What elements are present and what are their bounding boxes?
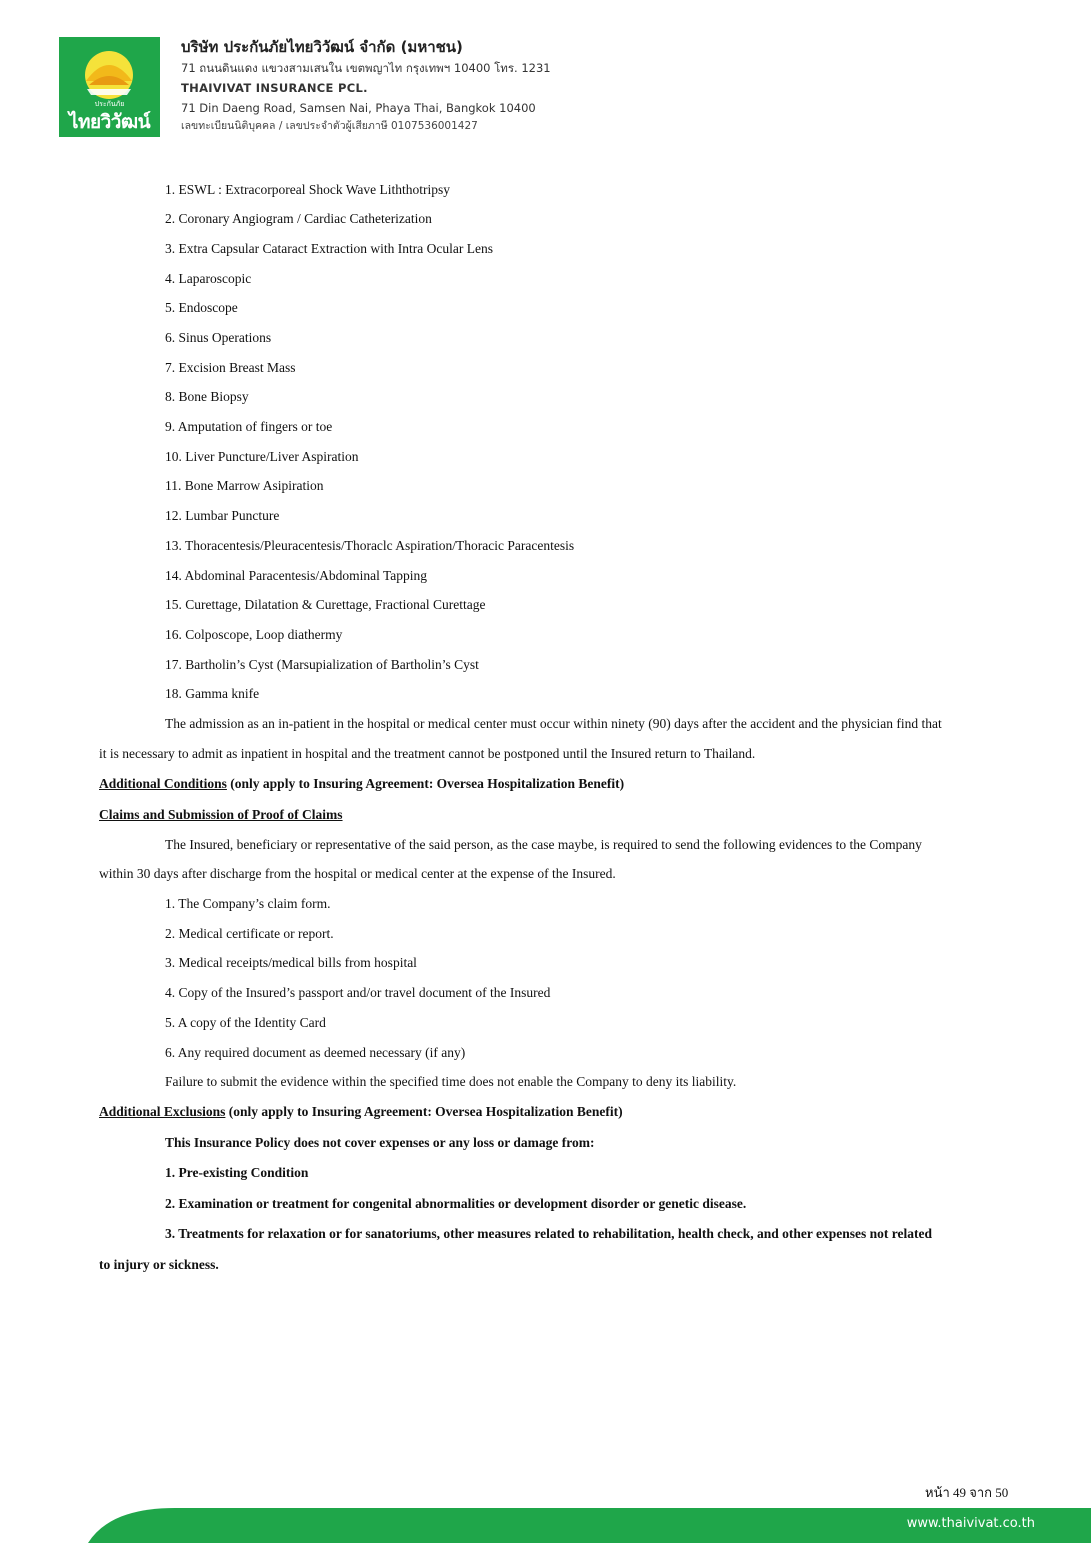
company-registration: เลขทะเบียนนิติบุคคล / เลขประจำตัวผู้เสียภาษี 0107536001427 xyxy=(181,120,478,132)
exclusion-item: 3. Treatments for relaxation or for sanatoriums, other measures related to rehabilitation, health check, and other expenses not related xyxy=(165,1226,932,1241)
additional-exclusions-heading xyxy=(99,1103,623,1121)
exclusion-item: 1. Pre-existing Condition xyxy=(165,1165,309,1180)
logo-wordmark: ไทยวิวัฒน์ xyxy=(68,111,151,133)
exclusions-intro: This Insurance Policy does not cover expenses or any loss or damage from: xyxy=(165,1135,595,1150)
exclusion-item: 2. Examination or treatment for congenital abnormalities or development disorder or genetic disease. xyxy=(165,1196,747,1211)
letterhead xyxy=(59,37,619,139)
procedure-item: 3. Extra Capsular Cataract Extraction with Intra Ocular Lens xyxy=(165,241,494,256)
claim-document-item: 5. A copy of the Identity Card xyxy=(165,1015,326,1030)
admission-paragraph-line: The admission as an in-patient in the hospital or medical center must occur within ninety (90) days after the accident and the physician find that xyxy=(165,716,942,731)
claim-document-item: 2. Medical certificate or report. xyxy=(165,926,334,941)
admission-paragraph-line: it is necessary to admit as inpatient in hospital and the treatment cannot be postponed until the Insured return to Thailand. xyxy=(99,746,756,761)
procedure-item: 12. Lumbar Puncture xyxy=(165,508,280,523)
procedure-item: 8. Bone Biopsy xyxy=(165,389,249,404)
website-link[interactable]: www.thaivivat.co.th xyxy=(906,1516,1035,1531)
procedure-item: 17. Bartholin’s Cyst (Marsupialization of Bartholin’s Cyst xyxy=(165,657,479,672)
procedure-item: 15. Curettage, Dilatation & Curettage, Fractional Curettage xyxy=(165,597,486,612)
claim-document-item: 6. Any required document as deemed necessary (if any) xyxy=(165,1045,466,1060)
procedure-item: 16. Colposcope, Loop diathermy xyxy=(165,627,343,642)
claim-document-item: 3. Medical receipts/medical bills from hospital xyxy=(165,955,417,970)
procedure-item: 13. Thoracentesis/Pleuracentesis/Thoraclc Aspiration/Thoracic Paracentesis xyxy=(165,538,575,553)
company-name-english: THAIVIVAT INSURANCE PCL. xyxy=(181,81,368,95)
heading-qualifier: (only apply to Insuring Agreement: Oversea Hospitalization Benefit) xyxy=(226,776,625,791)
heading-qualifier: (only apply to Insuring Agreement: Oversea Hospitalization Benefit) xyxy=(225,1104,623,1119)
procedure-item: 14. Abdominal Paracentesis/Abdominal Tapping xyxy=(165,568,428,583)
company-name-thai: บริษัท ประกันภัยไทยวิวัฒน์ จำกัด (มหาชน) xyxy=(181,38,463,56)
company-info xyxy=(181,37,551,135)
claims-paragraph-line: within 30 days after discharge from the hospital or medical center at the expense of the Insured. xyxy=(99,866,616,881)
procedure-item: 11. Bone Marrow Asipiration xyxy=(165,478,324,493)
company-address-thai: 71 ถนนดินแดง แขวงสามเสนใน เขตพญาไท กรุงเทพฯ 10400 โทร. 1231 xyxy=(181,61,551,75)
logo-tagline: ประกันภัย xyxy=(94,100,125,108)
heading-underlined-part: Additional Conditions xyxy=(99,776,227,791)
procedure-item: 9. Amputation of fingers or toe xyxy=(165,419,333,434)
additional-conditions-heading xyxy=(99,775,624,793)
claims-paragraph-line: The Insured, beneficiary or representative of the said person, as the case maybe, is required to send the following evidences to the Company xyxy=(165,837,922,852)
procedure-item: 6. Sinus Operations xyxy=(165,330,272,345)
procedure-item: 7. Excision Breast Mass xyxy=(165,360,296,375)
claims-failure-note: Failure to submit the evidence within the specified time does not enable the Company to deny its liability. xyxy=(165,1074,737,1089)
procedure-item: 4. Laparoscopic xyxy=(165,271,252,286)
claim-document-item: 4. Copy of the Insured’s passport and/or travel document of the Insured xyxy=(165,985,551,1000)
claims-heading: Claims and Submission of Proof of Claims xyxy=(99,807,343,822)
company-logo xyxy=(59,37,160,137)
heading-underlined-part: Additional Exclusions xyxy=(99,1104,226,1119)
exclusion-item-continuation: to injury or sickness. xyxy=(99,1257,219,1272)
procedure-item: 18. Gamma knife xyxy=(165,686,260,701)
company-address-english: 71 Din Daeng Road, Samsen Nai, Phaya Thai, Bangkok 10400 xyxy=(181,101,536,115)
claim-document-item: 1. The Company’s claim form. xyxy=(165,896,331,911)
procedure-item: 10. Liver Puncture/Liver Aspiration xyxy=(165,449,359,464)
procedure-item: 2. Coronary Angiogram / Cardiac Catheterization xyxy=(165,211,432,226)
page-number: หน้า 49 จาก 50 xyxy=(925,1485,1009,1500)
procedure-item: 5. Endoscope xyxy=(165,300,238,315)
procedure-item: 1. ESWL : Extracorporeal Shock Wave Liththotripsy xyxy=(165,182,450,197)
